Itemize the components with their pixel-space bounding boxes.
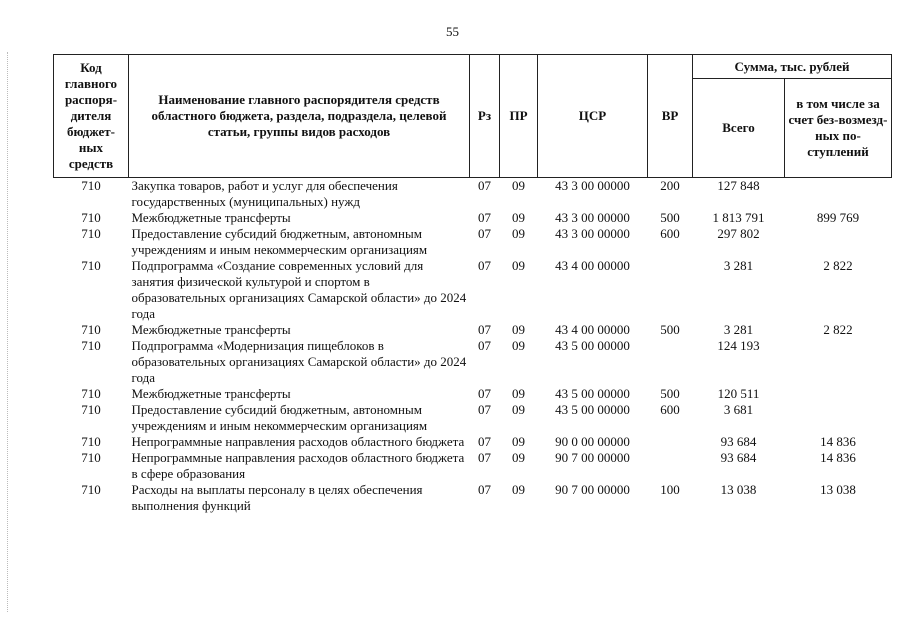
page-number: 55 bbox=[446, 24, 459, 39]
cell-vr: 500 bbox=[660, 386, 680, 401]
table-row bbox=[54, 258, 892, 322]
cell-rz: 07 bbox=[478, 226, 491, 241]
cell-rz: 07 bbox=[478, 210, 491, 225]
cell-pr: 09 bbox=[512, 322, 525, 337]
table-row bbox=[54, 450, 892, 482]
header-pr: ПР bbox=[500, 55, 538, 178]
cell-csr: 90 7 00 00000 bbox=[555, 482, 630, 497]
cell-rz: 07 bbox=[478, 386, 491, 401]
cell-vr: 500 bbox=[660, 322, 680, 337]
cell-pr: 09 bbox=[512, 450, 525, 465]
cell-total: 1 813 791 bbox=[712, 210, 765, 225]
cell-code: 710 bbox=[81, 434, 101, 449]
cell-incl bbox=[785, 226, 892, 258]
cell-code: 710 bbox=[81, 322, 101, 337]
cell-csr: 43 5 00 00000 bbox=[555, 402, 630, 417]
table-row bbox=[54, 338, 892, 386]
cell-total: 93 684 bbox=[720, 434, 757, 449]
table-row bbox=[54, 402, 892, 434]
cell-code: 710 bbox=[81, 258, 101, 273]
cell-rz: 07 bbox=[478, 178, 491, 193]
cell-vr bbox=[648, 434, 693, 450]
cell-csr: 90 0 00 00000 bbox=[555, 434, 630, 449]
cell-csr: 43 3 00 00000 bbox=[555, 178, 630, 193]
cell-code: 710 bbox=[81, 338, 101, 353]
cell-total: 127 848 bbox=[717, 178, 760, 193]
cell-incl bbox=[785, 338, 892, 386]
cell-name: Подпрограмма «Модернизация пищеблоков в образовательных организациях Самарской области» до 2024 года bbox=[131, 338, 467, 385]
cell-total: 3 681 bbox=[723, 402, 754, 417]
cell-vr bbox=[648, 338, 693, 386]
cell-csr: 43 4 00 00000 bbox=[555, 322, 630, 337]
cell-code: 710 bbox=[81, 450, 101, 465]
table-row bbox=[54, 434, 892, 450]
cell-vr: 200 bbox=[660, 178, 680, 193]
cell-pr: 09 bbox=[512, 386, 525, 401]
header-csr: ЦСР bbox=[538, 55, 648, 178]
header-name: Наименование главного распорядителя средств областного бюджета, раздела, подраздела, целевой статьи, группы видов расходов bbox=[129, 55, 470, 178]
scan-edge-mark bbox=[7, 52, 10, 612]
table-row bbox=[54, 210, 892, 226]
cell-code: 710 bbox=[81, 402, 101, 417]
cell-pr: 09 bbox=[512, 210, 525, 225]
cell-rz: 07 bbox=[478, 322, 491, 337]
cell-rz: 07 bbox=[478, 450, 491, 465]
cell-incl bbox=[785, 402, 892, 434]
table-row bbox=[54, 482, 892, 514]
cell-csr: 43 4 00 00000 bbox=[555, 258, 630, 273]
cell-name: Подпрограмма «Создание современных условий для занятия физической культурой и спортом в образовательных организациях Самарской области» до 2024 года bbox=[131, 258, 467, 321]
cell-code: 710 bbox=[81, 226, 101, 241]
table-row bbox=[54, 322, 892, 338]
cell-rz: 07 bbox=[478, 402, 491, 417]
cell-pr: 09 bbox=[512, 402, 525, 417]
cell-incl bbox=[785, 386, 892, 402]
cell-code: 710 bbox=[81, 178, 101, 193]
cell-incl: 14 836 bbox=[820, 450, 856, 465]
cell-rz: 07 bbox=[478, 338, 491, 353]
cell-pr: 09 bbox=[512, 258, 525, 273]
cell-total: 120 511 bbox=[717, 386, 760, 401]
header-incl: в том числе за счет без-возмезд-ных по-ступлений bbox=[785, 79, 892, 178]
table-body bbox=[54, 178, 892, 515]
cell-pr: 09 bbox=[512, 434, 525, 449]
cell-csr: 43 3 00 00000 bbox=[555, 226, 630, 241]
header-vr: ВР bbox=[648, 55, 693, 178]
cell-total: 124 193 bbox=[717, 338, 760, 353]
cell-incl: 899 769 bbox=[816, 210, 860, 225]
table-row bbox=[54, 178, 892, 211]
cell-name: Предоставление субсидий бюджетным, автономным учреждениям и иным некоммерческим организациям bbox=[131, 402, 428, 433]
cell-pr: 09 bbox=[512, 178, 525, 193]
cell-csr: 43 5 00 00000 bbox=[555, 338, 630, 353]
cell-name: Расходы на выплаты персоналу в целях обеспечения выполнения функций bbox=[131, 482, 423, 513]
cell-vr bbox=[648, 450, 693, 482]
cell-pr: 09 bbox=[512, 226, 525, 241]
cell-rz: 07 bbox=[478, 258, 491, 273]
cell-name: Предоставление субсидий бюджетным, автономным учреждениям и иным некоммерческим организациям bbox=[131, 226, 428, 257]
header-sum: Сумма, тыс. рублей bbox=[693, 55, 892, 79]
budget-table bbox=[53, 54, 892, 514]
header-total: Всего bbox=[693, 79, 785, 178]
table-row bbox=[54, 386, 892, 402]
cell-rz: 07 bbox=[478, 482, 491, 497]
cell-total: 3 281 bbox=[723, 258, 754, 273]
table-row bbox=[54, 226, 892, 258]
cell-csr: 43 3 00 00000 bbox=[555, 210, 630, 225]
cell-vr: 100 bbox=[660, 482, 680, 497]
cell-code: 710 bbox=[81, 210, 101, 225]
cell-csr: 43 5 00 00000 bbox=[555, 386, 630, 401]
cell-pr: 09 bbox=[512, 482, 525, 497]
cell-incl bbox=[785, 178, 892, 211]
header-code: Код главного распоря-дителя бюджет-ных средств bbox=[54, 55, 129, 178]
cell-name: Межбюджетные трансферты bbox=[131, 322, 291, 337]
cell-vr: 600 bbox=[660, 226, 680, 241]
cell-vr: 500 bbox=[660, 210, 680, 225]
cell-vr: 600 bbox=[660, 402, 680, 417]
cell-total: 93 684 bbox=[720, 450, 757, 465]
cell-code: 710 bbox=[81, 482, 101, 497]
cell-pr: 09 bbox=[512, 338, 525, 353]
table-header bbox=[54, 55, 892, 178]
cell-incl: 13 038 bbox=[820, 482, 856, 497]
cell-name: Межбюджетные трансферты bbox=[131, 386, 291, 401]
cell-total: 13 038 bbox=[720, 482, 757, 497]
cell-rz: 07 bbox=[478, 434, 491, 449]
header-rz: Рз bbox=[470, 55, 500, 178]
cell-incl: 2 822 bbox=[823, 258, 853, 273]
cell-code: 710 bbox=[81, 386, 101, 401]
cell-name: Межбюджетные трансферты bbox=[131, 210, 291, 225]
cell-csr: 90 7 00 00000 bbox=[555, 450, 630, 465]
cell-total: 297 802 bbox=[717, 226, 760, 241]
cell-incl: 2 822 bbox=[823, 322, 853, 337]
cell-name: Непрограммные направления расходов областного бюджета в сфере образования bbox=[131, 450, 465, 481]
cell-incl: 14 836 bbox=[820, 434, 856, 449]
cell-vr bbox=[648, 258, 693, 322]
cell-name: Закупка товаров, работ и услуг для обеспечения государственных (муниципальных) нужд bbox=[131, 178, 398, 209]
cell-name: Непрограммные направления расходов областного бюджета bbox=[131, 434, 465, 449]
cell-total: 3 281 bbox=[723, 322, 754, 337]
